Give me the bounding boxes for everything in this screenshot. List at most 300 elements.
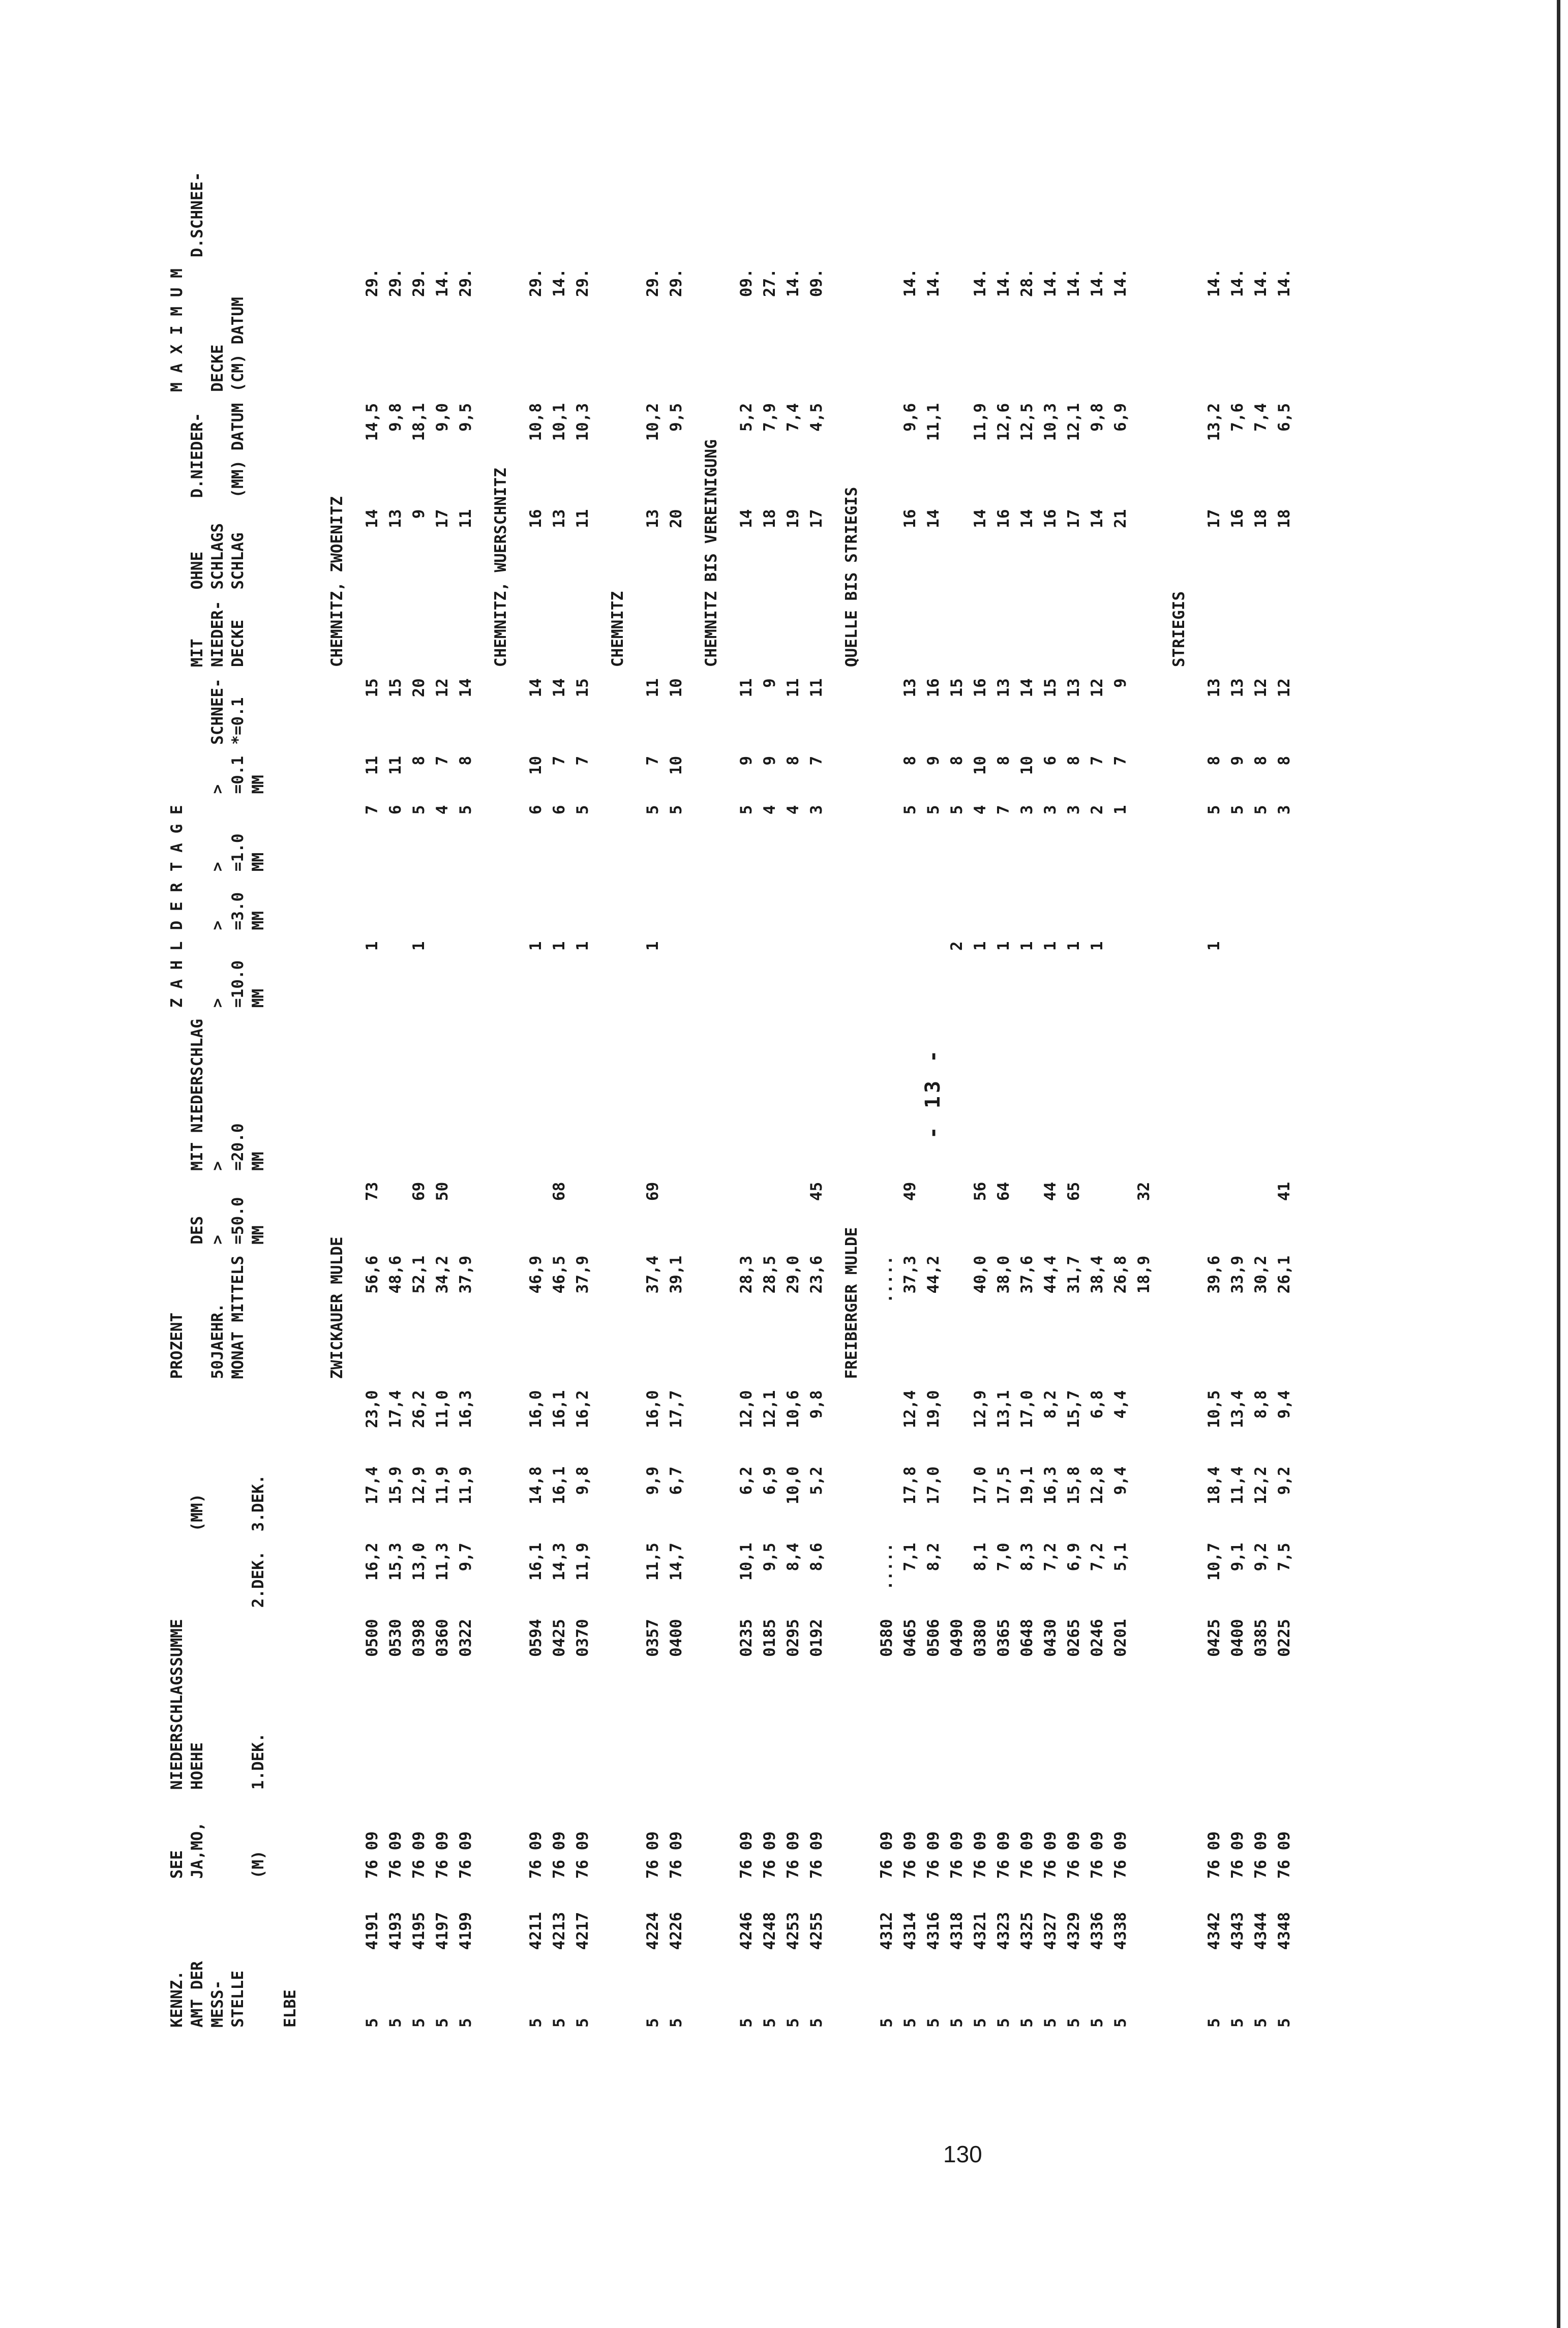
table-cell: 16,1 — [550, 1390, 568, 1429]
header-cell — [186, 1890, 206, 1961]
table-cell: 29. — [527, 268, 545, 297]
table-row — [1249, 75, 1273, 2039]
table-cell: 4 — [433, 805, 451, 815]
table-cell: 7 — [644, 755, 662, 766]
empty-cell — [1132, 1390, 1156, 1466]
table-cell: 18,1 — [410, 403, 428, 441]
table-cell: 14. — [971, 268, 989, 297]
table-cell — [665, 1019, 688, 1182]
table-row — [1226, 75, 1249, 2039]
sub-basin-heading: CHEMNITZ BIS VEREINIGUNG — [702, 439, 720, 668]
table-cell: 1 — [994, 941, 1013, 951]
table-cell — [1249, 1019, 1273, 1182]
table-cell: 5 — [550, 2018, 568, 2028]
table-cell — [945, 75, 969, 172]
header-cell: MM — [249, 775, 267, 794]
table-cell: 4224 — [644, 1912, 662, 1950]
header-cell — [165, 403, 186, 509]
header-cell: *=0.1 — [229, 697, 247, 745]
table-cell: 17,0 — [924, 1466, 943, 1505]
table-cell: 1 — [550, 941, 568, 951]
header-cell: M A X I M U M — [168, 268, 186, 392]
table-cell: 37,6 — [1018, 1255, 1036, 1294]
header-cell: MM — [249, 911, 267, 930]
table-cell: 4253 — [784, 1912, 802, 1950]
table-cell: 29. — [457, 268, 475, 297]
table-cell — [1202, 172, 1226, 268]
table-cell — [1109, 75, 1132, 172]
table-cell: 13,1 — [994, 1390, 1013, 1429]
table-cell: 11,9 — [971, 403, 989, 441]
header-cell — [165, 1390, 186, 1466]
table-cell — [548, 172, 571, 268]
table-cell: 14 — [1018, 678, 1036, 698]
table-cell: 29. — [386, 268, 405, 297]
table-cell — [360, 172, 384, 268]
table-cell — [665, 1182, 688, 1256]
header-cell — [165, 1543, 186, 1619]
table-cell: 5 — [667, 805, 685, 815]
table-cell: 1 — [971, 941, 989, 951]
header-cell: 1.DEK. — [249, 1733, 267, 1790]
header-cell: MIT NIEDERSCHLAG — [188, 1019, 206, 1171]
table-cell — [805, 941, 828, 1019]
table-cell — [805, 883, 828, 941]
table-cell — [781, 601, 805, 679]
table-cell: 10,1 — [550, 403, 568, 441]
table-cell: 14. — [1111, 268, 1130, 297]
table-cell: 6 — [1041, 755, 1060, 766]
table-cell: 13 — [1205, 678, 1223, 698]
empty-cell — [1132, 1619, 1156, 1801]
table-cell — [969, 601, 992, 679]
table-cell — [735, 883, 758, 941]
table-cell: 1 — [363, 941, 381, 951]
table-cell — [898, 601, 922, 679]
table-cell: 8,1 — [971, 1543, 989, 1571]
table-cell: 16 — [1228, 509, 1247, 528]
header-cell — [247, 172, 267, 268]
table-cell — [735, 1019, 758, 1182]
table-header — [165, 75, 267, 2039]
heading-spacer — [314, 1390, 360, 2039]
table-cell — [875, 268, 898, 403]
table-cell — [1085, 75, 1109, 172]
table-cell — [1085, 883, 1109, 941]
table-cell — [945, 1182, 969, 1256]
basin-heading — [688, 678, 735, 1390]
table-cell: 9,1 — [1228, 1543, 1247, 1571]
header-cell — [247, 1256, 267, 1390]
table-cell — [360, 883, 384, 941]
table-cell — [1226, 1182, 1249, 1256]
table-cell: 5 — [737, 805, 756, 815]
precipitation-table — [165, 75, 1296, 2039]
table-cell: 69 — [644, 1182, 662, 1201]
header-cell: NIEDER- — [208, 600, 227, 668]
table-cell: 5 — [948, 2018, 966, 2028]
table-cell: 12,0 — [737, 1390, 756, 1429]
table-cell: 14. — [994, 268, 1013, 297]
table-cell — [1085, 601, 1109, 679]
table-cell — [407, 1019, 431, 1182]
table-cell: 65 — [1065, 1182, 1083, 1201]
table-cell: 14 — [971, 509, 989, 528]
table-cell: 13 — [901, 678, 919, 698]
table-cell: 4226 — [667, 1912, 685, 1950]
table-cell: 9,6 — [901, 403, 919, 432]
table-cell: 76 09 — [948, 1831, 966, 1879]
table-cell: 10,1 — [737, 1543, 756, 1581]
table-cell — [969, 75, 992, 172]
table-cell — [407, 883, 431, 941]
table-cell: 29. — [410, 268, 428, 297]
header-cell: =10.0 — [229, 960, 247, 1008]
table-cell: 8 — [948, 755, 966, 766]
header-cell — [206, 1466, 226, 1543]
table-cell: 73 — [363, 1182, 381, 1201]
header-cell: 3.DEK. — [249, 1474, 267, 1532]
table-cell: 10,6 — [784, 1390, 802, 1429]
table-cell: 17 — [1065, 509, 1083, 528]
table-cell: 12 — [1088, 678, 1106, 698]
table-row — [641, 75, 665, 2039]
table-cell — [571, 172, 594, 268]
table-cell: 9,8 — [386, 403, 405, 432]
table-cell — [1039, 601, 1062, 679]
table-cell — [1249, 75, 1273, 172]
table-cell: 4318 — [948, 1912, 966, 1950]
table-cell — [407, 75, 431, 172]
header-cell — [186, 1256, 206, 1390]
table-row — [571, 75, 594, 2039]
table-cell: 7,2 — [1041, 1543, 1060, 1571]
table-cell: 1 — [410, 941, 428, 951]
table-cell: 1 — [1018, 941, 1036, 951]
table-cell: 15 — [363, 678, 381, 698]
table-cell: 4323 — [994, 1912, 1013, 1950]
header-cell — [247, 1390, 267, 1466]
table-cell: 4193 — [386, 1912, 405, 1950]
table-cell: 1 — [527, 941, 545, 951]
table-cell: 0398 — [410, 1619, 428, 1657]
table-cell: 8,3 — [1018, 1543, 1036, 1571]
table-cell — [1226, 941, 1249, 1019]
table-cell: 4321 — [971, 1912, 989, 1950]
page-header: - 13 - — [921, 1047, 945, 1139]
header-cell — [247, 678, 267, 756]
table-cell: 4343 — [1228, 1912, 1247, 1950]
header-row — [226, 75, 247, 2039]
table-cell: 5 — [644, 805, 662, 815]
table-cell — [781, 1019, 805, 1182]
header-cell — [226, 1801, 247, 1890]
table-cell: 8,4 — [784, 1543, 802, 1571]
heading-spacer — [828, 1390, 875, 2039]
table-cell: 5 — [410, 2018, 428, 2028]
table-cell: 7,4 — [1252, 403, 1270, 432]
table-cell — [945, 509, 969, 601]
table-cell: 10,3 — [1041, 403, 1060, 441]
header-cell: MM — [249, 1152, 267, 1171]
table-cell: 14 — [737, 509, 756, 528]
table-cell — [945, 403, 969, 509]
page-number: 130 — [943, 2141, 982, 2167]
table-cell: 0385 — [1252, 1619, 1270, 1657]
table-cell: 13 — [1228, 678, 1247, 698]
table-cell: 9,0 — [433, 403, 451, 432]
table-cell: 76 09 — [1252, 1831, 1270, 1879]
table-cell: 15 — [1041, 678, 1060, 698]
header-cell: 50JAEHR. — [208, 1303, 227, 1379]
table-row — [524, 75, 548, 2039]
table-cell: 7,6 — [1228, 403, 1247, 432]
header-cell: > — [208, 784, 227, 794]
table-cell: 8 — [410, 755, 428, 766]
table-cell: 16 — [994, 509, 1013, 528]
table-cell: 11 — [737, 678, 756, 698]
table-cell: 76 09 — [1275, 1831, 1293, 1879]
table-cell — [1062, 75, 1085, 172]
table-cell — [665, 75, 688, 172]
table-cell: 5,2 — [737, 403, 756, 432]
table-cell: 14. — [1065, 268, 1083, 297]
table-cell: 9,7 — [457, 1543, 475, 1571]
table-cell — [969, 1019, 992, 1182]
table-cell: 12,8 — [1088, 1466, 1106, 1505]
table-cell — [898, 172, 922, 268]
table-cell — [571, 1019, 594, 1182]
table-cell: 76 09 — [1111, 1831, 1130, 1879]
table-cell — [875, 509, 898, 601]
table-cell: 3 — [1065, 805, 1083, 815]
table-cell — [1202, 1019, 1226, 1182]
table-row — [665, 75, 688, 2039]
table-cell: 76 09 — [550, 1831, 568, 1879]
table-cell — [922, 883, 945, 941]
table-cell: 5 — [574, 2018, 592, 2028]
table-cell — [758, 1182, 781, 1256]
table-cell: 76 09 — [807, 1831, 826, 1879]
heading-spacer — [688, 1390, 735, 2039]
header-cell: MESS- — [208, 1980, 227, 2028]
table-cell — [454, 1019, 477, 1182]
table-cell — [922, 75, 945, 172]
table-cell — [875, 756, 898, 805]
table-cell — [875, 601, 898, 679]
table-cell: 3 — [1018, 805, 1036, 815]
table-cell: 27. — [761, 268, 779, 297]
sub-basin-heading: CHEMNITZ, WUERSCHNITZ — [492, 468, 510, 668]
table-cell — [758, 75, 781, 172]
table-cell: 0192 — [807, 1619, 826, 1657]
table-cell: 4211 — [527, 1912, 545, 1950]
table-cell — [524, 172, 548, 268]
table-cell: 26,8 — [1111, 1255, 1130, 1294]
table-cell: 15,8 — [1065, 1466, 1083, 1505]
heading-spacer — [477, 1390, 524, 2039]
table-cell: 7 — [1088, 755, 1106, 766]
table-cell — [454, 601, 477, 679]
table-cell — [431, 172, 454, 268]
table-cell: 13,2 — [1205, 403, 1223, 441]
table-cell: 4217 — [574, 1912, 592, 1950]
table-cell: 0580 — [878, 1619, 896, 1657]
table-cell — [1273, 601, 1296, 679]
table-cell — [384, 1019, 407, 1182]
table-cell: 76 09 — [1088, 1831, 1106, 1879]
table-cell: 5 — [784, 2018, 802, 2028]
table-cell: 11,9 — [574, 1543, 592, 1581]
table-cell: 4195 — [410, 1912, 428, 1950]
table-cell: 0380 — [971, 1619, 989, 1657]
header-cell — [226, 1890, 247, 1961]
table-cell: 14 — [363, 509, 381, 528]
table-cell — [875, 75, 898, 172]
table-cell: 64 — [994, 1182, 1013, 1201]
table-cell: 4342 — [1205, 1912, 1223, 1950]
table-cell: 6,9 — [1111, 403, 1130, 432]
table-cell: 16,1 — [527, 1543, 545, 1581]
header-cell: MM — [249, 988, 267, 1008]
table-cell — [641, 601, 665, 679]
table-cell: 8 — [1252, 755, 1270, 766]
header-cell — [186, 1543, 206, 1619]
table-cell: 14,5 — [363, 403, 381, 441]
table-cell: 10,2 — [644, 403, 662, 441]
table-cell: 34,2 — [433, 1255, 451, 1294]
table-cell — [454, 1182, 477, 1256]
table-cell: 26,2 — [410, 1390, 428, 1429]
header-cell — [186, 1390, 206, 1466]
table-cell: 28,5 — [761, 1255, 779, 1294]
table-cell: 76 09 — [1018, 1831, 1036, 1879]
table-cell — [992, 601, 1015, 679]
group-heading-row — [477, 75, 524, 2039]
table-cell — [1202, 1182, 1226, 1256]
header-cell — [247, 1961, 267, 2039]
table-cell: 0425 — [1205, 1619, 1223, 1657]
table-cell: 10,3 — [574, 403, 592, 441]
table-row — [1202, 75, 1226, 2039]
table-cell — [571, 601, 594, 679]
table-cell — [1109, 883, 1132, 941]
table-cell — [1249, 883, 1273, 941]
table-cell — [548, 883, 571, 941]
table-cell: 1 — [1041, 941, 1060, 951]
table-cell — [969, 883, 992, 941]
basin-heading — [1156, 678, 1202, 1390]
table-cell: 4248 — [761, 1912, 779, 1950]
table-cell: 7,9 — [761, 403, 779, 432]
table-cell: 5 — [737, 2018, 756, 2028]
table-cell: 14. — [1088, 268, 1106, 297]
table-cell — [992, 1019, 1015, 1182]
table-row — [805, 75, 828, 2039]
table-cell — [571, 1182, 594, 1256]
table-cell: 12,1 — [1065, 403, 1083, 441]
header-cell: Z A H L — [168, 941, 186, 1008]
table-cell — [875, 403, 898, 509]
table-cell: 6,8 — [1088, 1390, 1106, 1419]
header-cell: KENNZ. — [168, 1971, 186, 2028]
table-cell — [1109, 941, 1132, 1019]
header-row — [186, 75, 206, 2039]
table-cell: 39,1 — [667, 1255, 685, 1294]
table-cell: 4344 — [1252, 1912, 1270, 1950]
table-cell: 76 09 — [878, 1831, 896, 1879]
table-cell: 11,1 — [924, 403, 943, 441]
table-cell — [805, 601, 828, 679]
table-cell — [1039, 883, 1062, 941]
header-cell: D.SCHNEE- — [188, 172, 206, 258]
header-cell: 2.DEK. — [249, 1551, 267, 1608]
table-cell: 16,3 — [457, 1390, 475, 1429]
table-cell: 0530 — [386, 1619, 405, 1657]
table-cell: 7 — [994, 805, 1013, 815]
table-cell: 29. — [363, 268, 381, 297]
table-cell: 16 — [901, 509, 919, 528]
table-cell — [898, 941, 922, 1019]
table-cell: 9,8 — [1088, 403, 1106, 432]
table-cell — [781, 75, 805, 172]
table-cell: 16 — [1041, 509, 1060, 528]
table-cell: 5 — [1018, 2018, 1036, 2028]
table-cell: 17,5 — [994, 1466, 1013, 1505]
table-cell: 46,5 — [550, 1255, 568, 1294]
table-cell: 5 — [924, 805, 943, 815]
table-cell: 14. — [784, 268, 802, 297]
table-cell: 13 — [1065, 678, 1083, 698]
table-cell — [898, 75, 922, 172]
table-cell: 11,5 — [644, 1543, 662, 1581]
table-cell: 1 — [1205, 941, 1223, 951]
table-cell: 8,2 — [1041, 1390, 1060, 1419]
table-cell: 41 — [1275, 1182, 1293, 1201]
table-cell: 14 — [527, 678, 545, 698]
table-cell: 5 — [457, 805, 475, 815]
table-cell — [898, 883, 922, 941]
table-cell: 12,1 — [761, 1390, 779, 1429]
header-cell — [247, 1890, 267, 1961]
river-heading: ELBE — [281, 1989, 299, 2028]
table-cell — [431, 1019, 454, 1182]
table-cell: 15,7 — [1065, 1390, 1083, 1429]
header-cell — [165, 1466, 186, 1543]
table-cell: 38,0 — [994, 1255, 1013, 1294]
table-cell — [969, 172, 992, 268]
header-cell: DES — [188, 1216, 206, 1245]
table-cell: 9,8 — [807, 1390, 826, 1419]
table-cell — [875, 1182, 898, 1256]
table-cell: 5 — [901, 2018, 919, 2028]
table-cell — [758, 172, 781, 268]
table-cell: 5 — [1205, 805, 1223, 815]
table-cell: 13,0 — [410, 1543, 428, 1581]
table-cell: 11 — [807, 678, 826, 698]
table-cell — [665, 172, 688, 268]
table-cell: 6 — [527, 805, 545, 815]
table-cell: 12,6 — [994, 403, 1013, 441]
table-cell — [1085, 172, 1109, 268]
table-cell: 44,4 — [1041, 1255, 1060, 1294]
header-cell — [247, 601, 267, 679]
table-cell: 76 09 — [994, 1831, 1013, 1879]
table-cell: 7 — [550, 755, 568, 766]
table-cell: 76 09 — [1041, 1831, 1060, 1879]
table-cell: 48,6 — [386, 1255, 405, 1294]
table-cell — [571, 883, 594, 941]
